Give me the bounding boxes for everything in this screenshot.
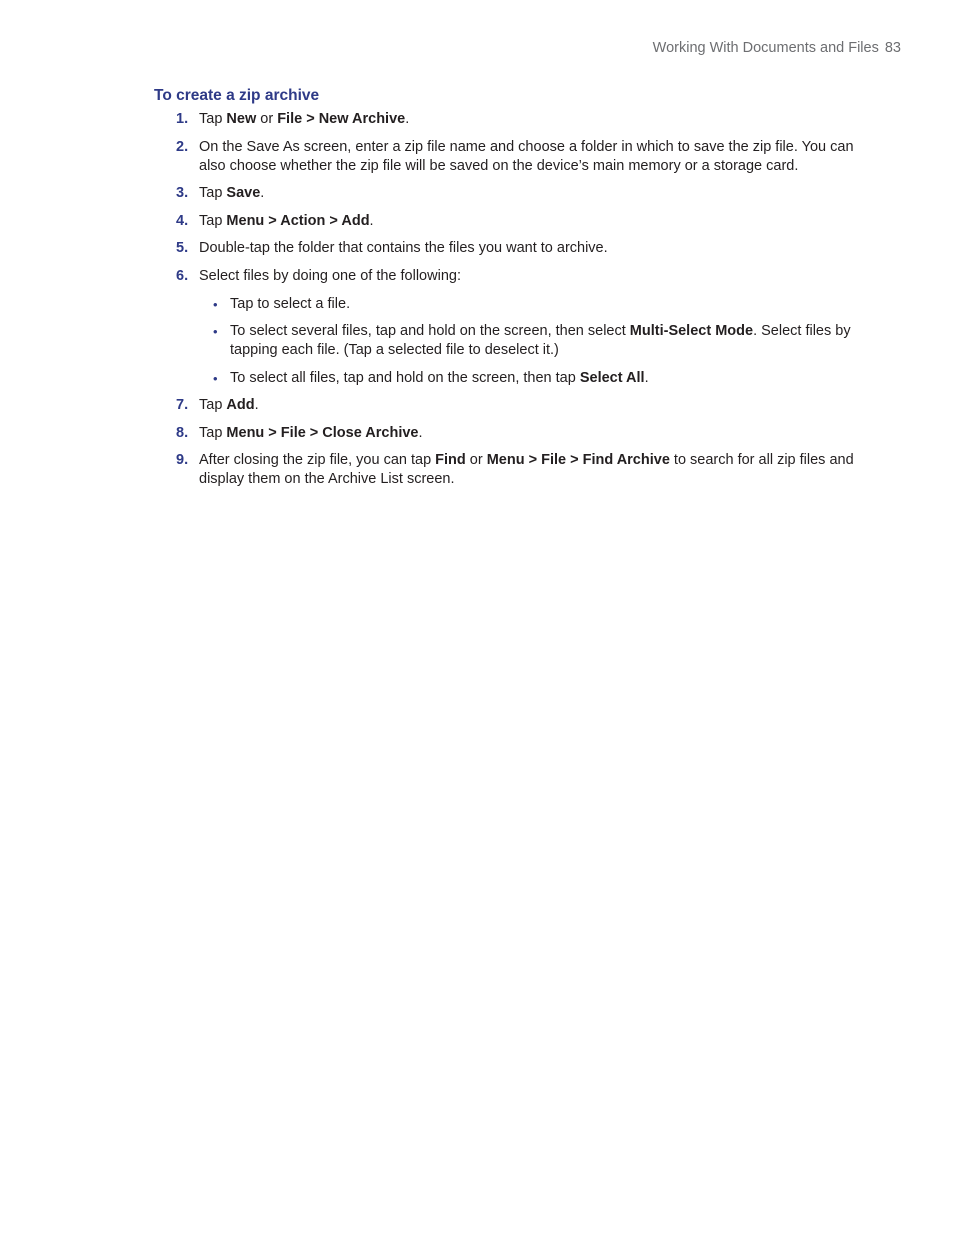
step-text xyxy=(199,111,409,127)
step-text xyxy=(199,425,423,441)
page-number: 83 xyxy=(884,40,901,56)
text-run: or xyxy=(465,452,487,468)
step-item xyxy=(154,424,854,443)
bold-term: Menu > File > Find Archive xyxy=(486,452,670,468)
text-run: Tap xyxy=(199,424,227,441)
step-text xyxy=(199,139,854,174)
step-text xyxy=(199,240,608,256)
step-item xyxy=(154,396,854,415)
text-run: . xyxy=(369,212,374,229)
bullet-list xyxy=(199,295,854,388)
text-run: or xyxy=(256,111,278,127)
step-text xyxy=(199,268,461,284)
bullet-dot-icon: • xyxy=(213,324,218,339)
running-header xyxy=(653,40,901,56)
step-item xyxy=(154,212,854,231)
step-text xyxy=(199,213,374,229)
text-run: Tap to select a file. xyxy=(230,295,351,312)
bullet-item xyxy=(199,295,854,314)
bullet-text xyxy=(230,370,649,386)
step-number: 8. xyxy=(176,424,189,441)
step-number: 7. xyxy=(176,397,189,413)
text-run: to search for all zip files and display them on the Archive List screen. xyxy=(199,452,854,487)
header-title: Working With Documents and Files xyxy=(652,40,879,56)
step-number: 2. xyxy=(176,138,189,155)
bullet-dot-icon: • xyxy=(213,296,218,312)
step-item xyxy=(154,267,854,388)
text-run: To select all files, tap and hold on the screen, then tap xyxy=(230,369,580,386)
section-heading: To create a zip archive xyxy=(154,87,320,104)
page-content xyxy=(154,86,854,498)
bullet-item xyxy=(199,369,854,388)
text-run: . Select files by tapping each file. (Tap a selected file to deselect it.) xyxy=(230,323,851,358)
text-run: . xyxy=(260,185,265,201)
step-text xyxy=(199,397,259,413)
text-run: Tap xyxy=(199,397,227,413)
step-number: 1. xyxy=(176,111,189,127)
bold-term: Select All xyxy=(579,369,645,386)
text-run: . xyxy=(405,111,410,127)
step-item xyxy=(154,184,854,203)
text-run: Tap xyxy=(199,185,227,201)
text-run: Tap xyxy=(199,212,227,229)
bold-term: Add xyxy=(226,397,255,413)
bold-term: Menu > File > Close Archive xyxy=(226,424,419,441)
step-number: 4. xyxy=(176,212,189,229)
step-number: 9. xyxy=(176,452,189,468)
bold-term: New xyxy=(226,111,257,127)
bullet-text xyxy=(230,296,350,312)
text-run: Select files by doing one of the following: xyxy=(199,267,461,284)
bold-term: Save xyxy=(226,185,261,201)
step-item xyxy=(154,239,854,258)
text-run: . xyxy=(254,397,259,413)
step-item xyxy=(154,138,854,176)
bold-term: Menu > Action > Add xyxy=(226,212,370,229)
bullet-text xyxy=(230,323,851,358)
text-run: To select several files, tap and hold on the screen, then select xyxy=(230,323,630,339)
step-text xyxy=(199,185,264,201)
step-item xyxy=(154,110,854,129)
bullet-item xyxy=(199,322,854,360)
step-number: 6. xyxy=(176,267,189,284)
step-item xyxy=(154,451,854,489)
bold-term: Multi-Select Mode xyxy=(629,323,754,339)
text-run: . xyxy=(644,369,649,386)
text-run: . xyxy=(418,424,423,441)
text-run: Tap xyxy=(199,111,227,127)
step-number: 3. xyxy=(176,185,189,201)
text-run: Double-tap the folder that contains the files you want to archive. xyxy=(199,240,608,256)
text-run: On the Save As screen, enter a zip file name and choose a folder in which to save the zip file. You can also choose whether the zip file will be saved on the device’s main memory or a storage card. xyxy=(199,138,854,174)
step-text xyxy=(199,452,854,487)
text-run: After closing the zip file, you can tap xyxy=(199,452,436,468)
step-number: 5. xyxy=(176,240,189,256)
bullet-dot-icon: • xyxy=(213,370,218,386)
bold-term: Find xyxy=(435,452,466,468)
steps-list xyxy=(154,110,854,489)
bold-term: File > New Archive xyxy=(277,111,406,127)
